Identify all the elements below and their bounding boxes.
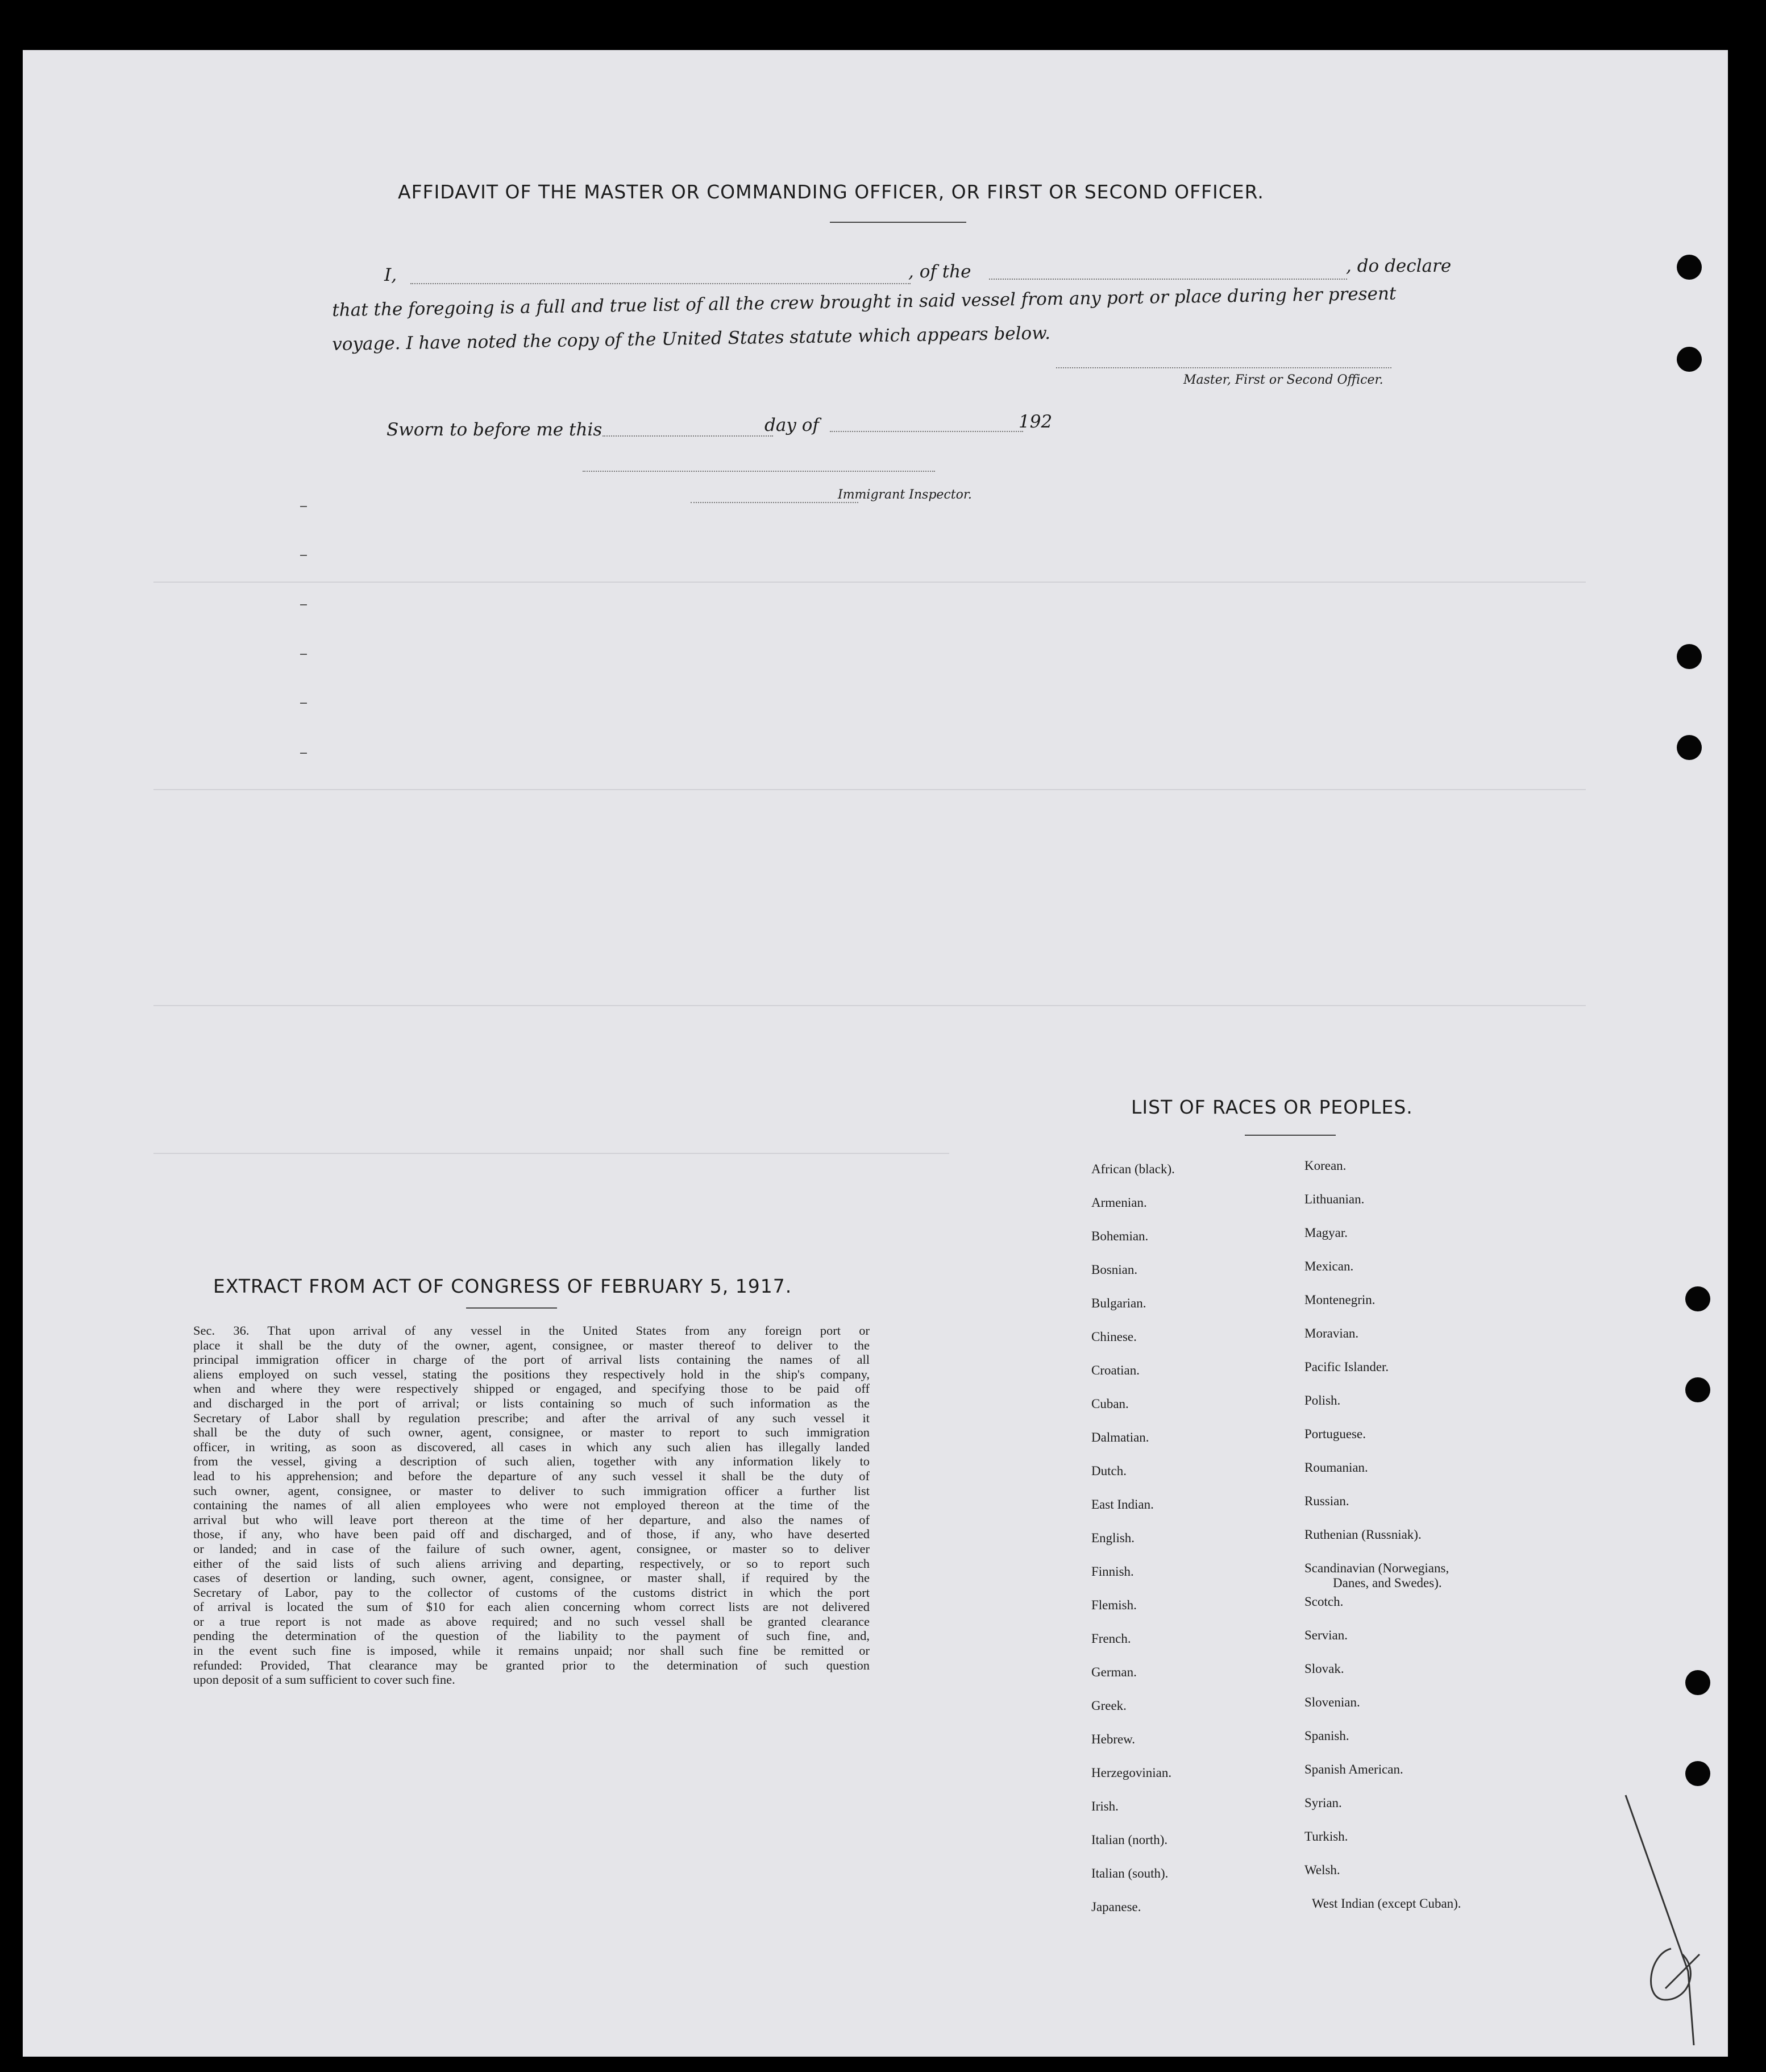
inspector-signature-line [583,471,935,472]
margin-dash [300,604,307,605]
affidavit-title: AFFIDAVIT OF THE MASTER OR COMMANDING OFFICER, OR FIRST OR SECOND OFFICER. [398,181,1264,203]
statute-line: cases of desertion or landing, such owner, agent, consignee, or master shall, if required by the [193,1571,870,1585]
race-item: Magyar. [1304,1226,1348,1240]
race-item: Dutch. [1091,1464,1127,1478]
race-item: Armenian. [1091,1195,1147,1210]
form-sheet [23,50,1728,2057]
race-item: Montenegrin. [1304,1293,1376,1307]
statute-line: in the event such fine is imposed, while it remains unpaid; nor shall such fine be remitted or [193,1643,870,1658]
statute-line: Secretary of Labor shall by regulation prescribe; and after the arrival of any such vessel it [193,1410,870,1425]
race-item: Dalmatian. [1091,1430,1149,1444]
race-item: Mexican. [1304,1259,1354,1273]
statute-line: principal immigration officer in charge of the port of arrival lists containing the names of all [193,1352,870,1367]
statute-line: lead to his apprehension; and before the departure of any such vessel it shall be the duty of [193,1468,870,1483]
bleed-through-line [153,1153,949,1154]
statute-line: or landed; and in case of the failure of such owner, agent, consignee, or master so to deliver [193,1541,870,1556]
affidavit-statement-cont: voyage. I have noted the copy of the United States statute which appears below. [332,323,1051,355]
race-item: Portuguese. [1304,1427,1366,1441]
race-item: Ruthenian (Russniak). [1304,1527,1422,1542]
race-item: Roumanian. [1304,1460,1368,1475]
master-caption: Master, First or Second Officer. [1183,373,1383,387]
statute-line: upon deposit of a sum sufficient to cover such fine. [193,1672,455,1687]
statute-line: from the vessel, giving a description of such alien, together with any information likely to [193,1454,870,1469]
statute-line: pending the determination of the question of the liability to the payment of such fine, and, [193,1629,870,1643]
races-title: LIST OF RACES OR PEOPLES. [1131,1096,1413,1118]
race-item: Herzegovinian. [1091,1766,1172,1780]
statute-line: those, if any, who have been paid off and discharged, and of those, if any, who have deserted [193,1527,870,1542]
affidavit-do-declare: , do declare [1346,256,1452,276]
statute-line: and discharged in the port of arrival; or lists containing so much of such information as the [193,1396,870,1410]
race-item: English. [1091,1531,1135,1545]
declarant-name-blank [410,283,911,284]
race-item: Cuban. [1091,1397,1129,1411]
margin-dash [300,753,307,754]
statute-line: place it shall be the duty of the owner, agent, consignee, or master thereof to deliver to the [193,1338,870,1352]
race-item: Scotch. [1304,1595,1344,1609]
bleed-through-line [153,789,1586,790]
inspector-caption: Immigrant Inspector. [838,488,972,502]
race-item: Slovak. [1304,1662,1344,1676]
race-item: Russian. [1304,1494,1349,1508]
statute-line: shall be the duty of such owner, agent, consignee, or master to report to such immigration [193,1425,870,1440]
race-item: Irish. [1091,1799,1119,1813]
race-item: African (black). [1091,1162,1175,1176]
punch-hole [1685,1761,1710,1786]
race-item: Turkish. [1304,1829,1348,1843]
inspector-signature-line-2 [691,502,858,503]
race-item: Korean. [1304,1159,1347,1173]
punch-hole [1685,1377,1710,1402]
master-signature-line [1056,367,1391,368]
extract-title: EXTRACT FROM ACT OF CONGRESS OF FEBRUARY 5, 1917. [213,1275,792,1297]
margin-dash [300,703,307,704]
statute-line: such owner, agent, consignee, or master to deliver to such immigration officer a further list [193,1483,870,1498]
race-item: East Indian. [1091,1497,1154,1512]
race-item: Syrian. [1304,1796,1342,1810]
sworn-day-blank [602,435,773,437]
races-title-underline [1245,1135,1336,1136]
race-item: Japanese. [1091,1900,1141,1914]
statute-line: Secretary of Labor, pay to the collector of customs of the customs district in which the port [193,1585,870,1600]
race-item: Flemish. [1091,1598,1137,1612]
affidavit-statement: that the foregoing is a full and true list of all the crew brought in said vessel from any port or place during her present [332,283,1397,321]
race-item: Slovenian. [1304,1695,1360,1709]
affidavit-of-the: , of the [908,261,971,282]
race-item: Servian. [1304,1628,1348,1642]
punch-hole [1677,735,1702,760]
race-item: Scandinavian (Norwegians, [1304,1561,1449,1575]
statute-line: Sec. 36. That upon arrival of any vessel in the United States from any foreign port or [193,1323,870,1338]
race-item: Finnish. [1091,1564,1134,1579]
margin-dash [300,654,307,655]
sworn-month-blank [830,431,1023,432]
punch-hole [1685,1286,1710,1311]
race-item: Bohemian. [1091,1229,1149,1243]
statute-line: or a true report is not made as above required; and no such vessel shall be granted clearance [193,1614,870,1629]
race-item: Croatian. [1091,1363,1140,1377]
sworn-year: 192 [1019,412,1053,432]
race-item: Chinese. [1091,1330,1137,1344]
statute-line: arrival but who will leave port thereon at the time of her departure, and also the names of [193,1512,870,1527]
section-36-text [193,1323,870,1687]
margin-dash [300,506,307,507]
affidavit-declarant-prefix: I, [384,265,397,285]
punch-hole [1677,255,1702,280]
race-item: German. [1091,1665,1137,1679]
race-item: Welsh. [1304,1863,1340,1877]
race-item: French. [1091,1631,1131,1646]
race-item: Bosnian. [1091,1263,1138,1277]
race-item: Lithuanian. [1304,1192,1365,1206]
pencil-mark [1603,1784,1705,2045]
race-item: Hebrew. [1091,1732,1136,1746]
punch-hole [1685,1670,1710,1695]
punch-hole [1677,644,1702,669]
statute-line: of arrival is located the sum of $10 for each alien concerning whom correct lists are not delivered [193,1600,870,1614]
day-of-text: day of [764,415,819,435]
race-item: Danes, and Swedes). [1333,1576,1442,1590]
statute-line: when and where they were respectively shipped or engaged, and specifying those to be paid off [193,1381,870,1396]
bleed-through-line [153,582,1586,583]
race-item: Italian (south). [1091,1866,1169,1880]
race-item: Italian (north). [1091,1833,1168,1847]
bleed-through-line [153,1005,1586,1006]
statute-line: officer, in writing, as soon as discovered, all cases in which any such alien has illegally landed [193,1439,870,1454]
race-item: Bulgarian. [1091,1296,1146,1310]
punch-hole [1677,347,1702,372]
title-underline [830,222,966,223]
race-item: Spanish. [1304,1729,1349,1743]
race-item: Spanish American. [1304,1762,1403,1776]
statute-line: either of the said lists of such aliens arriving and departing, respectively, or so to report such [193,1556,870,1571]
race-item: Pacific Islander. [1304,1360,1389,1374]
race-item: West Indian (except Cuban). [1312,1896,1461,1911]
extract-title-underline [466,1307,557,1309]
statute-line: containing the names of all alien employees who were not employed thereon at the time of the [193,1498,870,1513]
vessel-name-blank [989,279,1347,280]
sworn-text: Sworn to before me this [387,420,602,440]
statute-line: aliens employed on such vessel, stating the positions they respectively hold in the ship's company, [193,1367,870,1381]
margin-dash [300,555,307,556]
race-item: Moravian. [1304,1326,1359,1340]
race-item: Polish. [1304,1393,1341,1407]
race-item: Greek. [1091,1699,1127,1713]
statute-line: refunded: Provided, That clearance may be granted prior to the determination of such question [193,1658,870,1672]
